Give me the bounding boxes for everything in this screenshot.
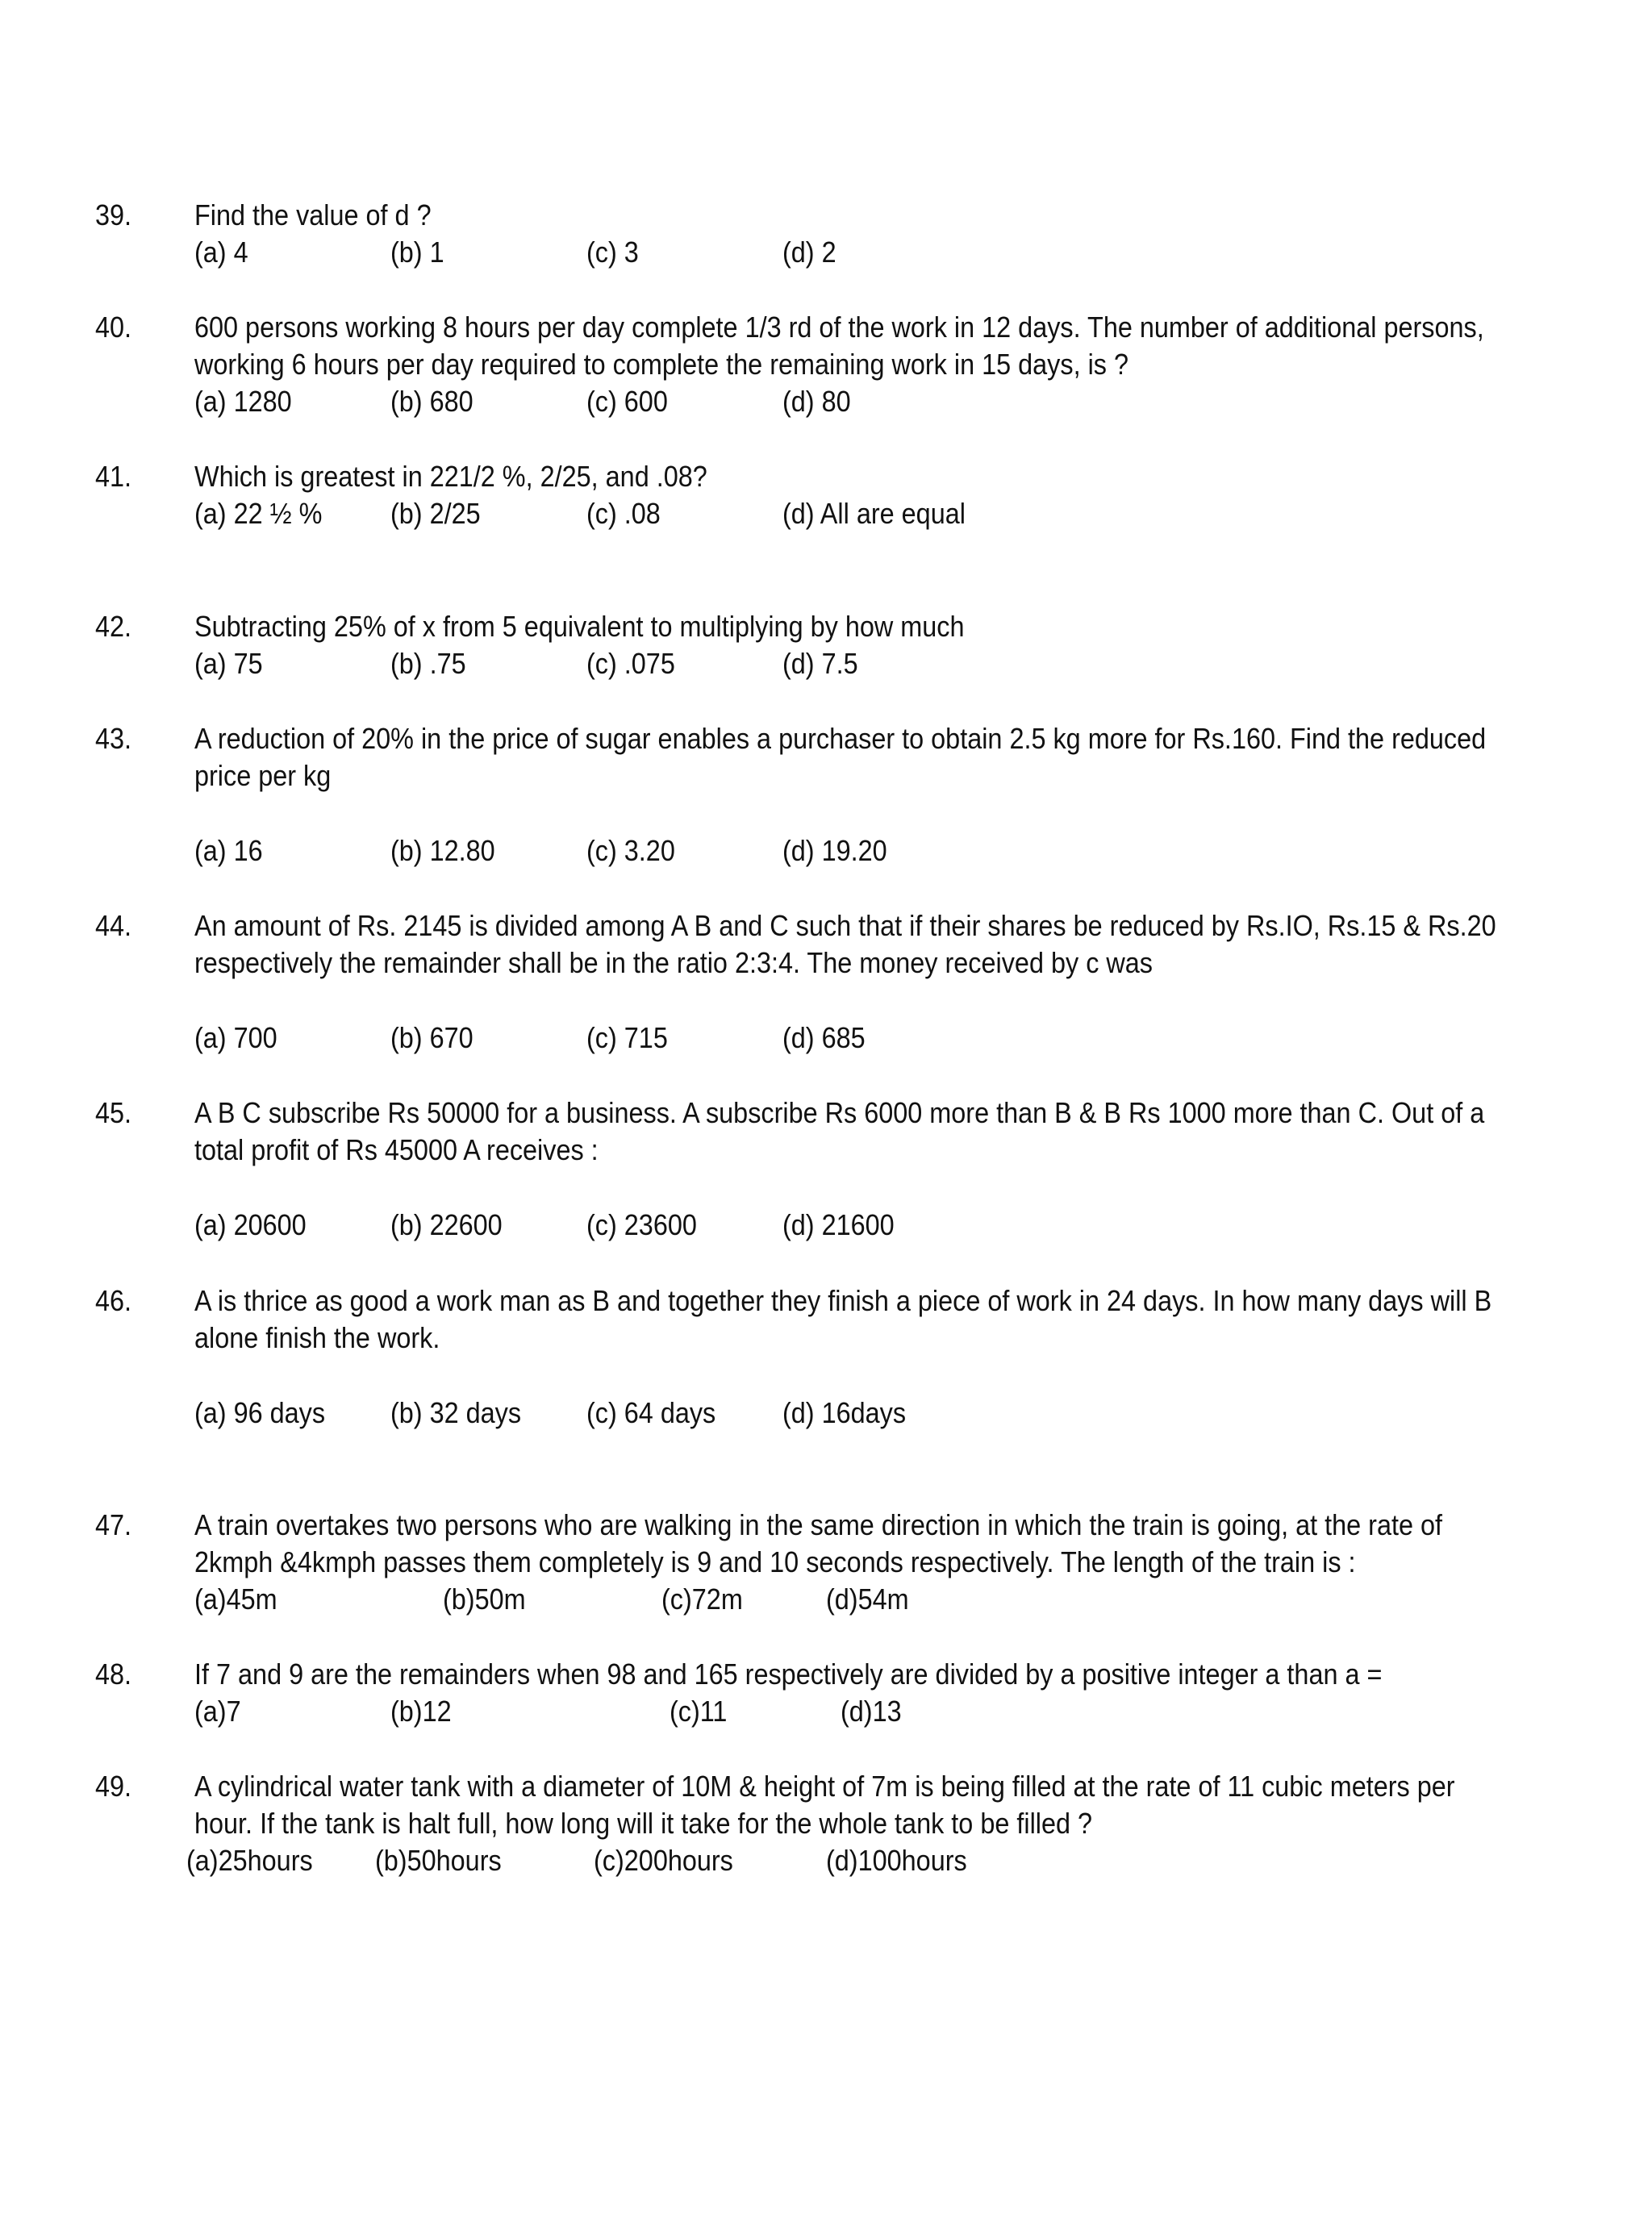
option-d: (d) 21600 [782, 1208, 895, 1241]
option-b: (b) 2/25 [390, 497, 481, 530]
question-line: working 6 hours per day required to complete the remaining work in 15 days, is ? [194, 348, 1129, 381]
question-text [194, 1656, 1501, 1693]
option-d: (d) 685 [782, 1021, 866, 1054]
option-c: (c) 64 days [586, 1396, 716, 1429]
question-text [194, 608, 1501, 645]
question-line: A train overtakes two persons who are walking in the same direction in which the train is going, at the rate of [194, 1508, 1443, 1541]
question-number: 47. [95, 1508, 132, 1541]
question-line: A cylindrical water tank with a diameter of 10M & height of 7m is being filled at the rate of 11 cubic meters per [194, 1770, 1455, 1803]
option-a: (a) 22 ½ % [194, 497, 323, 530]
question-line: hour. If the tank is halt full, how long will it take for the whole tank to be filled ? [194, 1807, 1093, 1840]
option-c: (c) 600 [586, 385, 668, 418]
option-a: (a)7 [194, 1695, 241, 1728]
option-d: (d) 7.5 [782, 647, 858, 680]
question-line: Find the value of d ? [194, 198, 432, 231]
option-d: (d) 16days [782, 1396, 907, 1429]
option-a: (a) 1280 [194, 385, 292, 418]
option-d: (d) 2 [782, 236, 836, 269]
question-number: 40. [95, 311, 132, 344]
question-line: alone finish the work. [194, 1321, 440, 1354]
option-d: (d)54m [826, 1582, 909, 1616]
question-text [194, 1095, 1501, 1169]
question-line: If 7 and 9 are the remainders when 98 and 165 respectively are divided by a positive integer a than a = [194, 1657, 1383, 1691]
question-number: 49. [95, 1770, 132, 1803]
question-number: 39. [95, 198, 132, 231]
option-c: (c)72m [661, 1582, 743, 1616]
question-text [194, 458, 1501, 495]
option-b: (b) .75 [390, 647, 466, 680]
question-line: price per kg [194, 759, 332, 792]
option-a: (a)45m [194, 1582, 277, 1616]
question-line: Which is greatest in 221/2 %, 2/25, and .08? [194, 460, 707, 493]
question-text [194, 309, 1501, 383]
option-b: (b) 12.80 [390, 834, 495, 867]
option-b: (b) 32 days [390, 1396, 522, 1429]
option-b: (b)50m [443, 1582, 526, 1616]
option-a: (a) 75 [194, 647, 263, 680]
question-line: Subtracting 25% of x from 5 equivalent to multiplying by how much [194, 610, 965, 643]
question-line: respectively the remainder shall be in the ratio 2:3:4. The money received by c was [194, 946, 1153, 979]
option-c: (c)11 [670, 1695, 728, 1728]
option-b: (b) 1 [390, 236, 444, 269]
option-c: (c) 23600 [586, 1208, 697, 1241]
question-number: 41. [95, 460, 132, 493]
question-line: An amount of Rs. 2145 is divided among A B and C such that if their shares be reduced by Rs.IO, Rs.15 & Rs.20 [194, 909, 1496, 942]
option-a: (a) 700 [194, 1021, 277, 1054]
question-line: A B C subscribe Rs 50000 for a business. A subscribe Rs 6000 more than B & B Rs 1000 more than C. Out of a [194, 1096, 1485, 1129]
option-c: (c) .075 [586, 647, 675, 680]
question-text [194, 1768, 1501, 1842]
question-text [194, 1282, 1501, 1357]
option-b: (b) 680 [390, 385, 473, 418]
option-d: (d) 80 [782, 385, 851, 418]
option-a: (a)25hours [186, 1844, 313, 1877]
option-c: (c) 715 [586, 1021, 668, 1054]
question-line: total profit of Rs 45000 A receives : [194, 1133, 599, 1166]
option-d: (d)100hours [826, 1844, 967, 1877]
option-c: (c) .08 [586, 497, 661, 530]
option-a: (a) 4 [194, 236, 248, 269]
question-text [194, 907, 1501, 982]
option-b: (b) 22600 [390, 1208, 503, 1241]
question-number: 45. [95, 1096, 132, 1129]
option-d: (d)13 [841, 1695, 902, 1728]
question-line: 2kmph &4kmph passes them completely is 9 and 10 seconds respectively. The length of the train is : [194, 1545, 1356, 1578]
question-number: 46. [95, 1284, 132, 1317]
option-c: (c) 3.20 [586, 834, 675, 867]
question-number: 43. [95, 722, 132, 755]
question-text [194, 720, 1501, 794]
option-d: (d) 19.20 [782, 834, 887, 867]
question-number: 44. [95, 909, 132, 942]
option-d: (d) All are equal [782, 497, 966, 530]
question-text [194, 197, 1501, 234]
option-a: (a) 96 days [194, 1396, 326, 1429]
question-number: 48. [95, 1657, 132, 1691]
question-line: 600 persons working 8 hours per day complete 1/3 rd of the work in 12 days. The number of additional persons, [194, 311, 1484, 344]
option-c: (c)200hours [594, 1844, 733, 1877]
option-b: (b) 670 [390, 1021, 473, 1054]
question-line: A is thrice as good a work man as B and together they finish a piece of work in 24 days. In how many days will B [194, 1284, 1492, 1317]
option-b: (b)50hours [375, 1844, 502, 1877]
question-text [194, 1507, 1501, 1581]
option-a: (a) 20600 [194, 1208, 307, 1241]
option-b: (b)12 [390, 1695, 452, 1728]
option-c: (c) 3 [586, 236, 639, 269]
option-a: (a) 16 [194, 834, 263, 867]
question-line: A reduction of 20% in the price of sugar enables a purchaser to obtain 2.5 kg more for Rs.160. Find the reduced [194, 722, 1487, 755]
question-number: 42. [95, 610, 132, 643]
